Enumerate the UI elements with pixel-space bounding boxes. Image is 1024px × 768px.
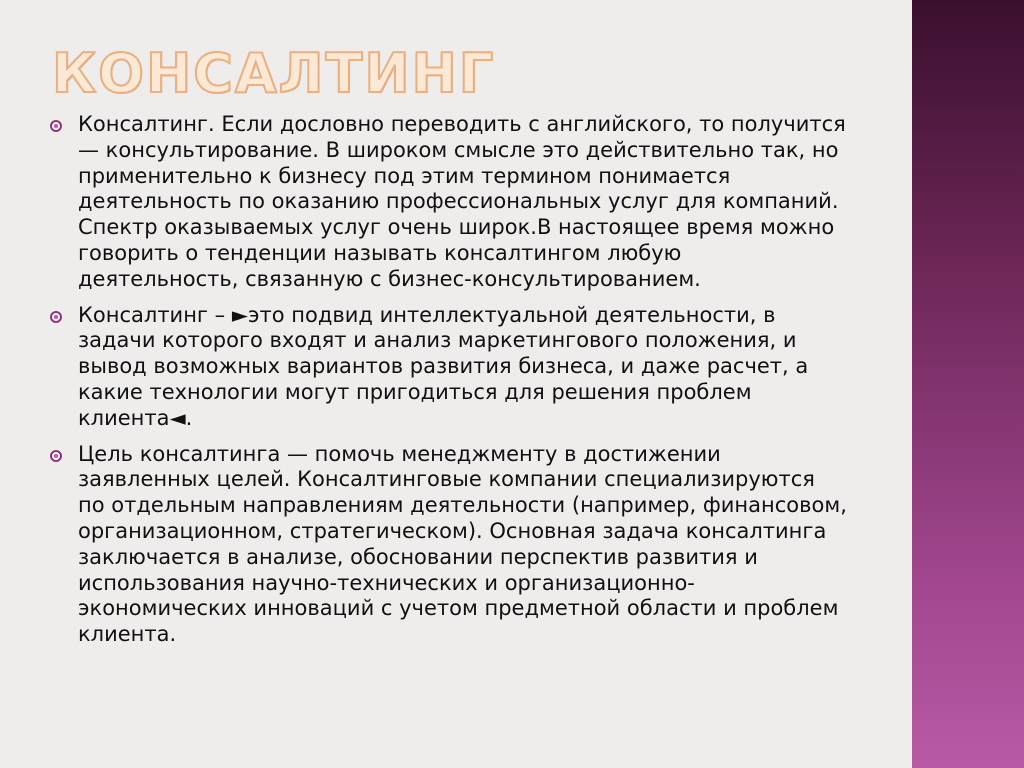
side-decoration-band: [912, 0, 1024, 768]
bullet-item: [48, 112, 848, 293]
circle-bullet-icon: [50, 311, 62, 323]
bullet-list: [48, 112, 848, 658]
bullet-text: Цель консалтинга — помочь менеджменту в достижении заявленных целей. Консалтинговые компании специализируются по отдельным направлениям деятельности (например, финансовом, организационном, стратегическом). Основная задача консалтинга заключается в анализе, обосновании перспектив развития и использования научно-технических и организационно-экономических инноваций с учетом предметной области и проблем клиента.: [78, 441, 847, 647]
bullet-item: [48, 303, 848, 432]
bullet-text: Консалтинг. Если дословно переводить с английского, то получится — консультирование. В широком смысле это действительно так, но применительно к бизнесу под этим термином понимается деятельность по оказанию профессиональных услуг для компаний. Спектр оказываемых услуг очень широк.В настоящее время можно говорить о тенденции называть консалтингом любую деятельность, связанную с бизнес-консультированием.: [78, 112, 846, 291]
slide-title: КОНСАЛТИНГ: [52, 42, 496, 105]
circle-bullet-icon: [50, 450, 62, 462]
circle-bullet-icon: [50, 120, 62, 132]
bullet-item: [48, 442, 848, 648]
bullet-text: Консалтинг – ►это подвид интеллектуальной деятельности, в задачи которого входят и анализ маркетингового положения, и вывод возможных вариантов развития бизнеса, и даже расчет, а какие технологии могут пригодиться для решения проблем клиента◄.: [78, 302, 809, 430]
